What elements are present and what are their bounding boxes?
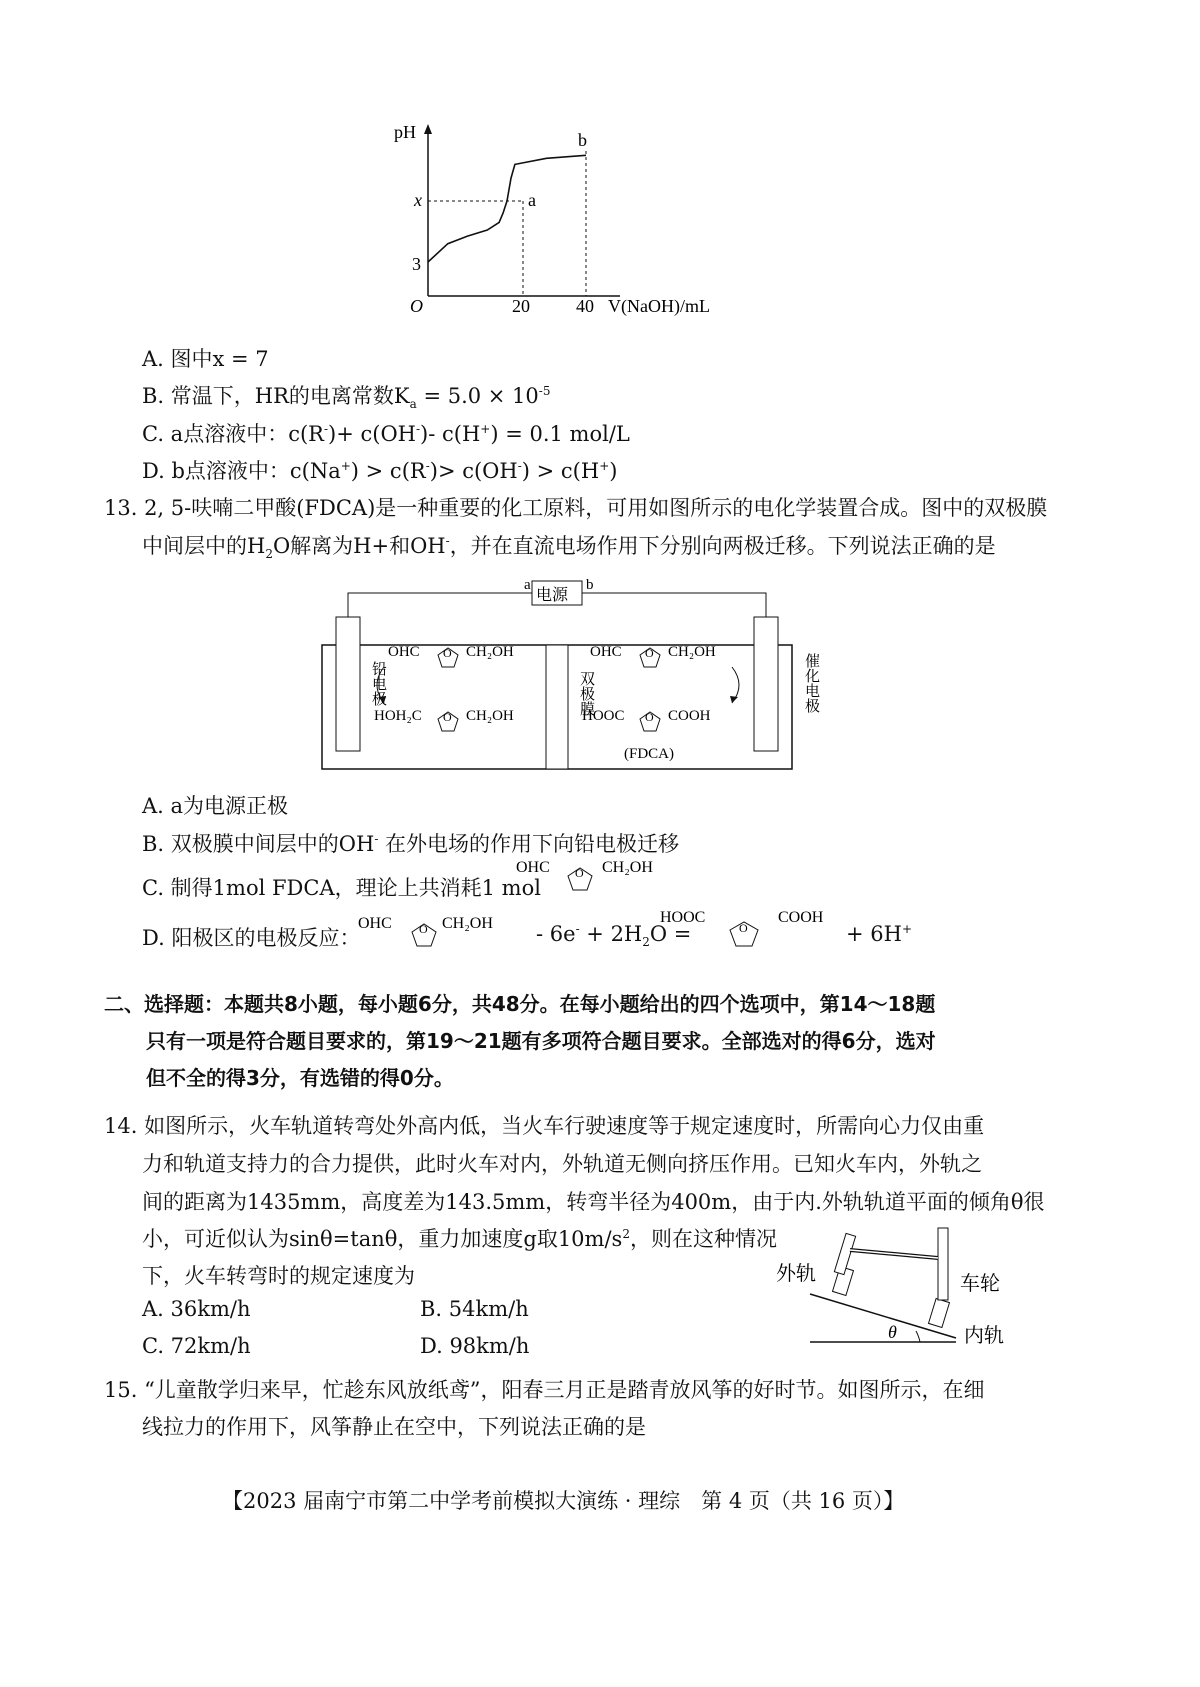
page-footer: 【2023 届南宁市第二中学考前模拟大演练 · 理综 第 4 页（共 16 页）】 [222, 1489, 905, 1513]
q14-line2: 力和轨道支持力的合力提供，此时火车对内，外轨道无侧向挤压作用。已知火车内，外轨之 [142, 1152, 982, 1176]
q12-option-a [142, 343, 269, 373]
q13-option-c [142, 872, 541, 902]
q14-line4-sup: 2 [622, 1227, 630, 1241]
q13-option-d-product [660, 900, 850, 956]
q12-option-c: C. a点溶液中：c(R-)+ c(OH-)- c(H+) = 0.1 mol/L [142, 422, 630, 446]
q15-line2: 线拉力的作用下，风筝静止在空中，下列说法正确的是 [142, 1415, 646, 1439]
q13-line2: 中间层中的$H_2O$解离为H+和OH-，并在直流电场作用下分别向两极迁移。下列说法正确的是 [142, 534, 996, 562]
q12-option-d-tail: ) [609, 459, 618, 483]
q13-d-mid: - 6e [536, 922, 576, 946]
section2-line2: 只有一项是符合题目要求的，第19～21题有多项符合题目要求。全部选对的得6分，选对 [146, 1029, 936, 1053]
outer-rail-label: 外轨 [776, 1263, 816, 1285]
q13-d-mid3: O = [649, 922, 692, 946]
titration-curve [428, 155, 586, 262]
q13-option-a: A. a为电源正极 [142, 794, 289, 818]
terminal-a: a [524, 577, 531, 593]
x-tick-20: 20 [512, 296, 530, 316]
terminal-b: b [586, 577, 594, 593]
q13-c-o: O [575, 866, 584, 880]
q15-line1: 15. “儿童散学归来早，忙趁东风放纸鸢”，阳春三月正是踏青放风筝的好时节。如图所示，在细 [104, 1378, 985, 1402]
q14-line4 [142, 1223, 777, 1253]
right-bottom-o: O [645, 710, 654, 724]
q14-option-a: A. 36km/h [142, 1297, 251, 1321]
q13-c-r: CH₂OH [602, 859, 653, 876]
q12-option-c-text: C. a点溶液中：c(R [142, 422, 324, 446]
right-electrode-text: 催化电极 [759, 653, 819, 669]
y-tick-x: x [414, 190, 422, 210]
q13-d-l: OHC [358, 915, 392, 932]
x-tick-origin: O [410, 296, 423, 316]
q13-d-tail: + 6H [846, 922, 902, 946]
left-top-l: OHC [388, 644, 420, 660]
q13-option-d [142, 922, 360, 952]
point-label-a: a [528, 190, 536, 210]
q13-option-b-tail: 在外电场的作用下向铅电极迁移 [378, 832, 680, 856]
q12-option-b-sup: -5 [538, 384, 551, 398]
q12-option-d-mid2: )> c(OH [429, 459, 518, 483]
section2-line3: 但不全的得3分，有选错的得0分。 [146, 1066, 454, 1090]
q14-option-b: B. 54km/h [420, 1297, 529, 1321]
left-bottom-o: O [443, 710, 452, 724]
q12-option-a-text: A. 图中x = 7 [142, 347, 269, 371]
x-axis-label: V(NaOH)/mL [608, 296, 710, 316]
q12-option-c-tail: ) = 0.1 mol/L [490, 422, 630, 446]
q13-option-d-tail: + 6H+ [846, 922, 913, 946]
q12-option-b-text: B. 常温下，HR的电离常数K [142, 384, 410, 408]
left-bottom-r: CH₂OH [466, 708, 514, 724]
q13-option-c-molecule [516, 852, 696, 898]
q13-option-d-middle: - $6e^- + 2H_2O$ = [536, 922, 692, 950]
q13-option-d-reactant [358, 902, 538, 954]
y-axis-label: pH [394, 122, 416, 142]
left-electrode-text: 铅电极 [341, 661, 386, 677]
q14-option-d: D. 98km/h [420, 1334, 530, 1358]
q12-option-b-tail: = 5.0 × 10 [416, 384, 539, 408]
q12-option-d: D. b点溶液中：c(Na+) > c(R-)> c(OH-) > c(H+) [142, 459, 618, 483]
q13-option-c-text: C. 制得1mol FDCA，理论上共消耗1 mol [142, 876, 541, 900]
y-tick-3: 3 [412, 254, 421, 274]
q14-line3: 间的距离为1435mm，高度差为143.5mm，转弯半径为400m，由于内.外轨轨道平面的倾角θ很 [142, 1190, 1045, 1214]
q13-c-l: OHC [516, 859, 550, 876]
right-top-r: CH₂OH [668, 644, 716, 660]
membrane-text: 双极膜 [549, 671, 594, 687]
q12-option-c-mid1: )+ c(OH [328, 422, 416, 446]
right-bottom-r: COOH [668, 708, 711, 724]
q13-d-o: O [419, 922, 428, 936]
left-bottom-l: HOH₂C [374, 708, 422, 724]
right-top-o: O [645, 646, 654, 660]
q13-option-b: B. 双极膜中间层中的OH- 在外电场的作用下向铅电极迁移 [142, 832, 680, 856]
right-bottom-l: HOOC [582, 708, 625, 724]
titration-chart [390, 118, 730, 318]
electrolysis-diagram [320, 575, 819, 775]
q13-d-o2: O [739, 921, 748, 935]
x-tick-40: 40 [576, 296, 594, 316]
q14-line5: 下，火车转弯时的规定速度为 [142, 1264, 415, 1288]
q12-option-d-text: D. b点溶液中：c(Na [142, 459, 341, 483]
right-top-l: OHC [590, 644, 622, 660]
q13-d-mid2: + 2H [579, 922, 643, 946]
power-label: 电源 [536, 587, 569, 604]
q14-option-c: C. 72km/h [142, 1334, 251, 1358]
q12-option-d-mid3: ) > c(H [521, 459, 600, 483]
left-top-o: O [443, 646, 452, 660]
rail-figure [770, 1228, 1040, 1358]
q12-option-b [142, 380, 550, 411]
q13-line2b: O解离为H+和OH [272, 534, 446, 558]
q13-d-r2: COOH [778, 909, 824, 926]
left-top-r: CH₂OH [466, 644, 514, 660]
q12-option-d-mid1: ) > c(R [350, 459, 426, 483]
q13-line1: 13. 2, 5-呋喃二甲酸(FDCA)是一种重要的化工原料，可用如图所示的电化学装置合成。图中的双极膜 [104, 496, 1048, 520]
q14-line4-tail: ，则在这种情况 [629, 1227, 777, 1251]
point-label-b: b [578, 130, 587, 150]
q13-d-r: CH₂OH [442, 915, 493, 932]
q12-option-b-sub: a [409, 397, 417, 412]
q13-d-l2: HOOC [660, 909, 706, 926]
q13-line2a: 中间层中的H [142, 534, 266, 558]
theta-label: θ [888, 1322, 897, 1342]
q13-line2c: ，并在直流电场作用下分别向两极迁移。下列说法正确的是 [449, 534, 996, 558]
q14-line4-text: 小，可近似认为sinθ=tanθ，重力加速度g取10m/s [142, 1227, 623, 1251]
q13-option-b-text: B. 双极膜中间层中的OH [142, 832, 375, 856]
q13-option-d-text: D. 阳极区的电极反应： [142, 926, 361, 950]
section2-line1: 二、选择题：本题共8小题，每小题6分，共48分。在每小题给出的四个选项中，第14～18题 [104, 992, 936, 1016]
fdca-label: (FDCA) [624, 746, 675, 762]
q12-option-c-mid2: )- c(H [420, 422, 481, 446]
wheel-label: 车轮 [960, 1273, 1000, 1295]
q14-line1: 14. 如图所示，火车轨道转弯处外高内低，当火车行驶速度等于规定速度时，所需向心力仅由重 [104, 1114, 985, 1138]
inner-rail-label: 内轨 [964, 1325, 1004, 1347]
